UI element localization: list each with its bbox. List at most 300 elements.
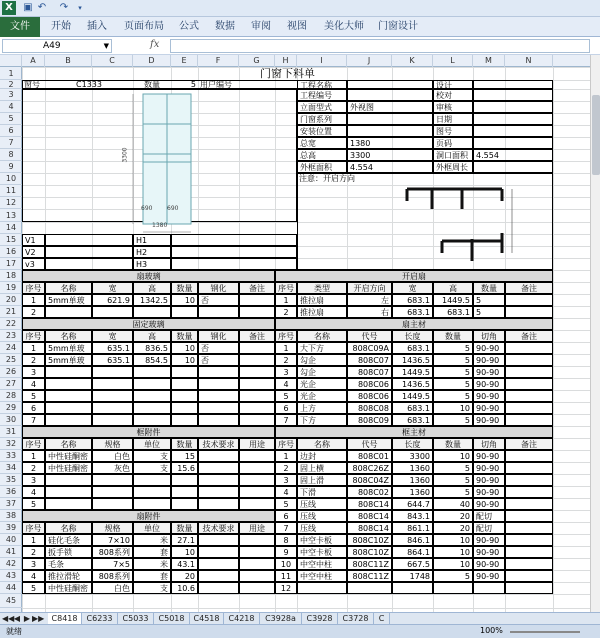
column-header-k[interactable]: K (392, 55, 433, 67)
open-sash-cell[interactable]: 推拉扇 (297, 306, 347, 318)
fixed-glass-cell[interactable] (92, 402, 133, 414)
frame-main-cell[interactable] (505, 450, 553, 462)
fixed-glass-cell[interactable] (171, 390, 198, 402)
row-header-18[interactable]: 18 (0, 270, 22, 282)
frame-main-cell[interactable]: 864.1 (392, 546, 433, 558)
worksheet-grid[interactable] (22, 67, 590, 612)
sash-acc-cell[interactable]: 硅化毛条 (45, 534, 92, 546)
sash-main-cell[interactable]: 上方 (297, 402, 347, 414)
frame-main-cell[interactable]: 808C10Z (347, 546, 392, 558)
frame-acc-cell[interactable] (239, 486, 275, 498)
frame-main-cell[interactable]: 20 (433, 510, 473, 522)
column-header-g[interactable]: G (239, 55, 275, 67)
tab-beautify[interactable]: 美化大师 (324, 21, 364, 32)
sash-glass-cell[interactable]: 10 (171, 294, 198, 306)
frame-acc-cell[interactable] (45, 498, 92, 510)
frame-main-cell[interactable]: 861.1 (392, 522, 433, 534)
frame-main-cell[interactable]: 808C14 (347, 498, 392, 510)
fixed-glass-cell[interactable]: 10 (171, 342, 198, 354)
sash-acc-cell[interactable]: 米 (133, 558, 171, 570)
frame-acc-cell[interactable] (92, 498, 133, 510)
formula-input[interactable] (170, 39, 590, 53)
frame-main-cell[interactable] (473, 582, 505, 594)
sash-acc-cell[interactable]: 毛条 (45, 558, 92, 570)
sash-main-cell[interactable]: 1449.5 (392, 366, 433, 378)
frame-main-cell[interactable]: 808C26Z (347, 462, 392, 474)
sash-main-cell[interactable]: 5 (433, 342, 473, 354)
row-header-33[interactable]: 33 (0, 450, 22, 462)
sash-acc-cell[interactable] (239, 570, 275, 582)
sash-glass-cell[interactable]: 2 (22, 306, 45, 318)
sash-main-cell[interactable] (505, 402, 553, 414)
frame-main-cell[interactable]: 808C11Z (347, 570, 392, 582)
frame-acc-cell[interactable] (92, 486, 133, 498)
row-header-42[interactable]: 42 (0, 558, 22, 570)
sash-acc-cell[interactable]: 套 (133, 546, 171, 558)
frame-main-cell[interactable]: 808C01 (347, 450, 392, 462)
sash-acc-cell[interactable]: 808系列 (92, 546, 133, 558)
fixed-glass-cell[interactable] (171, 366, 198, 378)
frame-main-cell[interactable]: 1360 (392, 462, 433, 474)
sash-main-cell[interactable]: 90-90 (473, 366, 505, 378)
frame-acc-cell[interactable] (239, 450, 275, 462)
frame-acc-cell[interactable] (133, 474, 171, 486)
frame-acc-cell[interactable]: 中性硅酮密 (45, 462, 92, 474)
frame-main-cell[interactable]: 10 (433, 534, 473, 546)
frame-acc-cell[interactable] (239, 498, 275, 510)
excel-icon[interactable]: X (2, 1, 16, 15)
frame-main-cell[interactable] (505, 510, 553, 522)
fixed-glass-cell[interactable]: 10 (171, 354, 198, 366)
frame-acc-cell[interactable] (198, 486, 239, 498)
name-box[interactable] (2, 39, 112, 53)
sheet-tab[interactable]: C5018 (154, 613, 190, 625)
zoom-slider[interactable] (510, 631, 580, 633)
sash-acc-cell[interactable]: 套 (133, 570, 171, 582)
frame-main-cell[interactable]: 808C14 (347, 522, 392, 534)
open-sash-cell[interactable]: 2 (275, 306, 297, 318)
sash-main-cell[interactable]: 大下方 (297, 342, 347, 354)
sash-main-cell[interactable]: 6 (275, 402, 297, 414)
row-header-26[interactable]: 26 (0, 366, 22, 378)
frame-main-cell[interactable] (392, 582, 433, 594)
sash-main-cell[interactable]: 下方 (297, 414, 347, 426)
open-sash-cell[interactable]: 1 (275, 294, 297, 306)
redo-icon[interactable]: ↷ (59, 2, 69, 13)
frame-main-cell[interactable]: 6 (275, 510, 297, 522)
frame-main-cell[interactable]: 10 (433, 450, 473, 462)
fixed-glass-cell[interactable]: 5 (22, 390, 45, 402)
sash-main-cell[interactable]: 光企 (297, 378, 347, 390)
sash-main-cell[interactable]: 5 (433, 390, 473, 402)
sheet-nav-icon[interactable]: ▶ (23, 614, 31, 623)
sheet-nav-icon[interactable]: ◀◀ (2, 614, 15, 623)
frame-main-cell[interactable]: 压线 (297, 522, 347, 534)
sash-glass-cell[interactable]: 否 (198, 294, 239, 306)
frame-acc-cell[interactable] (45, 474, 92, 486)
frame-main-cell[interactable]: 5 (275, 498, 297, 510)
frame-main-cell[interactable]: 中空中柱 (297, 558, 347, 570)
sash-main-cell[interactable] (505, 342, 553, 354)
frame-main-cell[interactable]: 808C11Z (347, 558, 392, 570)
open-sash-cell[interactable]: 5 (473, 306, 505, 318)
frame-main-cell[interactable]: 8 (275, 534, 297, 546)
frame-main-cell[interactable] (505, 498, 553, 510)
frame-main-cell[interactable]: 90-90 (473, 558, 505, 570)
frame-main-cell[interactable]: 843.1 (392, 510, 433, 522)
sheet-tab[interactable]: C3928a (260, 613, 302, 625)
fixed-glass-cell[interactable] (133, 378, 171, 390)
sash-acc-cell[interactable]: 5 (22, 582, 45, 594)
sash-glass-cell[interactable] (239, 306, 275, 318)
name-box-dropdown-icon[interactable]: ▼ (103, 42, 109, 50)
fixed-glass-cell[interactable]: 1 (22, 342, 45, 354)
frame-acc-cell[interactable]: 2 (22, 462, 45, 474)
sash-main-cell[interactable] (505, 366, 553, 378)
tab-insert[interactable]: 插入 (87, 21, 107, 32)
frame-main-cell[interactable]: 配切 (473, 522, 505, 534)
sash-acc-cell[interactable] (239, 582, 275, 594)
frame-main-cell[interactable]: 90-90 (473, 498, 505, 510)
fixed-glass-cell[interactable] (133, 390, 171, 402)
sash-main-cell[interactable]: 683.1 (392, 342, 433, 354)
sash-acc-cell[interactable]: 808系列 (92, 570, 133, 582)
frame-main-cell[interactable]: 20 (433, 522, 473, 534)
sheet-tab[interactable]: C4518 (190, 613, 224, 625)
sash-main-cell[interactable]: 5 (433, 354, 473, 366)
sash-glass-cell[interactable] (133, 306, 171, 318)
frame-main-cell[interactable]: 644.7 (392, 498, 433, 510)
sash-glass-cell[interactable]: 1 (22, 294, 45, 306)
sash-main-cell[interactable]: 808C09A (347, 342, 392, 354)
column-header-i[interactable]: I (297, 55, 347, 67)
sash-main-cell[interactable]: 1 (275, 342, 297, 354)
fixed-glass-cell[interactable] (239, 342, 275, 354)
row-header-44[interactable]: 44 (0, 582, 22, 594)
frame-acc-cell[interactable]: 中性硅酮密 (45, 450, 92, 462)
column-header-b[interactable]: B (45, 55, 92, 67)
sash-glass-cell[interactable] (239, 294, 275, 306)
fixed-glass-cell[interactable] (171, 378, 198, 390)
tab-file[interactable]: 文件 (0, 17, 40, 37)
fixed-glass-cell[interactable] (133, 402, 171, 414)
row-header-13[interactable]: 13 (0, 209, 22, 222)
sash-acc-cell[interactable]: 43.1 (171, 558, 198, 570)
frame-main-cell[interactable]: 1 (275, 450, 297, 462)
sash-main-cell[interactable] (505, 414, 553, 426)
sash-main-cell[interactable]: 5 (433, 414, 473, 426)
fixed-glass-cell[interactable]: 635.1 (92, 342, 133, 354)
row-header-16[interactable]: 16 (0, 246, 22, 258)
frame-main-cell[interactable]: 下滑 (297, 486, 347, 498)
fixed-glass-cell[interactable] (92, 390, 133, 402)
fixed-glass-cell[interactable] (239, 378, 275, 390)
undo-icon[interactable]: ↶ (37, 2, 47, 13)
open-sash-cell[interactable]: 5 (473, 294, 505, 306)
row-header-9[interactable]: 9 (0, 161, 22, 173)
fixed-glass-cell[interactable]: 否 (198, 342, 239, 354)
row-header-10[interactable]: 10 (0, 173, 22, 185)
frame-main-cell[interactable] (505, 582, 553, 594)
frame-acc-cell[interactable]: 白色 (92, 450, 133, 462)
sheet-nav-icon[interactable]: ▶▶ (32, 614, 45, 623)
column-header-a[interactable]: A (22, 55, 45, 67)
sash-main-cell[interactable]: 5 (433, 366, 473, 378)
sash-main-cell[interactable]: 10 (433, 402, 473, 414)
qat-dropdown-icon[interactable]: ▾ (78, 4, 82, 12)
frame-main-cell[interactable]: 90-90 (473, 534, 505, 546)
row-header-43[interactable]: 43 (0, 570, 22, 582)
fixed-glass-cell[interactable] (171, 402, 198, 414)
column-header-n[interactable]: N (505, 55, 553, 67)
frame-main-cell[interactable]: 667.5 (392, 558, 433, 570)
fixed-glass-cell[interactable] (45, 414, 92, 426)
frame-main-cell[interactable]: 5 (433, 486, 473, 498)
frame-main-cell[interactable] (505, 570, 553, 582)
sash-main-cell[interactable]: 90-90 (473, 402, 505, 414)
row-header-11[interactable]: 11 (0, 185, 22, 197)
row-header-5[interactable]: 5 (0, 113, 22, 125)
sash-glass-cell[interactable]: 621.9 (92, 294, 133, 306)
row-header-21[interactable]: 21 (0, 306, 22, 318)
row-header-36[interactable]: 36 (0, 486, 22, 498)
fixed-glass-cell[interactable] (239, 390, 275, 402)
row-header-41[interactable]: 41 (0, 546, 22, 558)
fixed-glass-cell[interactable] (198, 366, 239, 378)
sash-main-cell[interactable]: 2 (275, 354, 297, 366)
frame-main-cell[interactable]: 中空卡板 (297, 534, 347, 546)
frame-main-cell[interactable]: 中空卡板 (297, 546, 347, 558)
open-sash-cell[interactable] (505, 294, 553, 306)
fixed-glass-cell[interactable] (239, 354, 275, 366)
sash-main-cell[interactable]: 808C07 (347, 366, 392, 378)
sheet-tab[interactable]: C4218 (224, 613, 260, 625)
frame-main-cell[interactable]: 10 (433, 558, 473, 570)
sash-glass-cell[interactable] (171, 306, 198, 318)
sash-main-cell[interactable]: 3 (275, 366, 297, 378)
frame-main-cell[interactable]: 90-90 (473, 570, 505, 582)
row-header-25[interactable]: 25 (0, 354, 22, 366)
sash-acc-cell[interactable]: 中性硅酮密 (45, 582, 92, 594)
row-header-6[interactable]: 6 (0, 125, 22, 137)
open-sash-cell[interactable] (505, 306, 553, 318)
frame-main-cell[interactable]: 5 (433, 462, 473, 474)
row-header-3[interactable]: 3 (0, 89, 22, 101)
sash-acc-cell[interactable]: 米 (133, 534, 171, 546)
tab-view[interactable]: 视图 (287, 21, 307, 32)
row-header-39[interactable]: 39 (0, 522, 22, 534)
frame-acc-cell[interactable]: 3 (22, 474, 45, 486)
sash-main-cell[interactable]: 1436.5 (392, 354, 433, 366)
row-header-2[interactable]: 2 (0, 80, 22, 89)
frame-main-cell[interactable]: 2 (275, 462, 297, 474)
column-header-f[interactable]: F (198, 55, 239, 67)
frame-main-cell[interactable] (505, 474, 553, 486)
frame-main-cell[interactable]: 边封 (297, 450, 347, 462)
fixed-glass-cell[interactable] (171, 414, 198, 426)
row-header-15[interactable]: 15 (0, 234, 22, 246)
frame-main-cell[interactable]: 1360 (392, 474, 433, 486)
sash-main-cell[interactable]: 90-90 (473, 414, 505, 426)
sash-acc-cell[interactable]: 推拉滑轮 (45, 570, 92, 582)
row-header-40[interactable]: 40 (0, 534, 22, 546)
frame-acc-cell[interactable] (198, 498, 239, 510)
frame-main-cell[interactable]: 9 (275, 546, 297, 558)
open-sash-cell[interactable]: 683.1 (392, 294, 433, 306)
row-header-35[interactable]: 35 (0, 474, 22, 486)
sash-main-cell[interactable] (505, 378, 553, 390)
frame-acc-cell[interactable] (133, 486, 171, 498)
frame-acc-cell[interactable]: 1 (22, 450, 45, 462)
sash-acc-cell[interactable]: 10 (171, 546, 198, 558)
fixed-glass-cell[interactable]: 6 (22, 402, 45, 414)
frame-acc-cell[interactable]: 灰色 (92, 462, 133, 474)
sash-main-cell[interactable]: 光企 (297, 390, 347, 402)
frame-acc-cell[interactable] (45, 486, 92, 498)
sash-acc-cell[interactable] (239, 534, 275, 546)
sash-main-cell[interactable]: 5 (433, 378, 473, 390)
sash-main-cell[interactable]: 683.1 (392, 414, 433, 426)
frame-main-cell[interactable]: 808C14 (347, 510, 392, 522)
frame-main-cell[interactable]: 90-90 (473, 546, 505, 558)
fixed-glass-cell[interactable] (198, 390, 239, 402)
row-header-4[interactable]: 4 (0, 101, 22, 113)
frame-main-cell[interactable]: 10 (433, 546, 473, 558)
sash-main-cell[interactable]: 683.1 (392, 402, 433, 414)
sheet-tab[interactable]: C6233 (82, 613, 118, 625)
fixed-glass-cell[interactable] (45, 402, 92, 414)
fx-icon[interactable]: fx (150, 39, 160, 50)
scroll-thumb[interactable] (592, 95, 600, 175)
fixed-glass-cell[interactable]: 854.5 (133, 354, 171, 366)
sheet-nav-icon[interactable]: ◀ (13, 614, 21, 623)
row-header-17[interactable]: 17 (0, 258, 22, 270)
row-header-37[interactable]: 37 (0, 498, 22, 510)
frame-main-cell[interactable]: 压线 (297, 498, 347, 510)
frame-main-cell[interactable]: 5 (433, 570, 473, 582)
sash-acc-cell[interactable]: 白色 (92, 582, 133, 594)
sash-glass-cell[interactable]: 1342.5 (133, 294, 171, 306)
select-all-corner[interactable] (0, 55, 22, 67)
sheet-tab[interactable]: C8418 (48, 613, 82, 625)
frame-main-cell[interactable] (505, 534, 553, 546)
sash-acc-cell[interactable]: 扳手锁 (45, 546, 92, 558)
column-header-j[interactable]: J (347, 55, 392, 67)
row-header-22[interactable]: 22 (0, 318, 22, 330)
tab-review[interactable]: 审阅 (251, 21, 271, 32)
fixed-glass-cell[interactable]: 635.1 (92, 354, 133, 366)
frame-main-cell[interactable]: 1748 (392, 570, 433, 582)
frame-main-cell[interactable]: 808C10Z (347, 534, 392, 546)
fixed-glass-cell[interactable] (133, 366, 171, 378)
row-header-34[interactable]: 34 (0, 462, 22, 474)
sash-acc-cell[interactable]: 支 (133, 582, 171, 594)
sash-main-cell[interactable] (505, 390, 553, 402)
sash-glass-cell[interactable] (198, 306, 239, 318)
fixed-glass-cell[interactable] (133, 414, 171, 426)
frame-main-cell[interactable] (505, 522, 553, 534)
fixed-glass-cell[interactable] (45, 378, 92, 390)
sash-main-cell[interactable]: 1449.5 (392, 390, 433, 402)
tab-door-window-design[interactable]: 门窗设计 (378, 21, 418, 32)
frame-main-cell[interactable] (505, 462, 553, 474)
sash-acc-cell[interactable] (239, 558, 275, 570)
frame-acc-cell[interactable]: 15 (171, 450, 198, 462)
row-header-19[interactable]: 19 (0, 282, 22, 294)
frame-main-cell[interactable]: 12 (275, 582, 297, 594)
sash-acc-cell[interactable] (198, 570, 239, 582)
frame-acc-cell[interactable] (198, 450, 239, 462)
sash-acc-cell[interactable] (198, 546, 239, 558)
tab-data[interactable]: 数据 (215, 21, 235, 32)
sash-main-cell[interactable]: 808C09 (347, 414, 392, 426)
sash-acc-cell[interactable]: 7×10 (92, 534, 133, 546)
sash-acc-cell[interactable]: 1 (22, 534, 45, 546)
frame-main-cell[interactable]: 固上横 (297, 462, 347, 474)
row-header-32[interactable]: 32 (0, 438, 22, 450)
sash-main-cell[interactable]: 90-90 (473, 378, 505, 390)
sash-glass-cell[interactable] (92, 306, 133, 318)
column-header-c[interactable]: C (92, 55, 133, 67)
sash-main-cell[interactable] (505, 354, 553, 366)
frame-acc-cell[interactable]: 4 (22, 486, 45, 498)
row-header-29[interactable]: 29 (0, 402, 22, 414)
row-header-14[interactable]: 14 (0, 222, 22, 234)
fixed-glass-cell[interactable]: 7 (22, 414, 45, 426)
sash-main-cell[interactable]: 808C08 (347, 402, 392, 414)
frame-main-cell[interactable]: 中空中柱 (297, 570, 347, 582)
frame-main-cell[interactable]: 808C04Z (347, 474, 392, 486)
frame-main-cell[interactable]: 90-90 (473, 450, 505, 462)
sash-main-cell[interactable]: 90-90 (473, 342, 505, 354)
frame-main-cell[interactable]: 3 (275, 474, 297, 486)
sash-acc-cell[interactable] (239, 546, 275, 558)
sash-main-cell[interactable]: 4 (275, 378, 297, 390)
fixed-glass-cell[interactable] (239, 402, 275, 414)
row-header-20[interactable]: 20 (0, 294, 22, 306)
frame-main-cell[interactable]: 压线 (297, 510, 347, 522)
sash-acc-cell[interactable]: 27.1 (171, 534, 198, 546)
sash-main-cell[interactable]: 90-90 (473, 390, 505, 402)
sash-acc-cell[interactable]: 7×5 (92, 558, 133, 570)
fixed-glass-cell[interactable]: 836.5 (133, 342, 171, 354)
sash-main-cell[interactable]: 勾企 (297, 354, 347, 366)
sash-main-cell[interactable]: 1436.5 (392, 378, 433, 390)
sheet-tab[interactable]: C3728 (338, 613, 374, 625)
frame-main-cell[interactable]: 配切 (473, 510, 505, 522)
sheet-tab[interactable]: C (374, 613, 390, 625)
open-sash-cell[interactable]: 右 (347, 306, 392, 318)
frame-main-cell[interactable]: 5 (433, 474, 473, 486)
frame-main-cell[interactable] (505, 486, 553, 498)
sash-acc-cell[interactable]: 20 (171, 570, 198, 582)
frame-main-cell[interactable]: 11 (275, 570, 297, 582)
frame-main-cell[interactable] (505, 558, 553, 570)
frame-acc-cell[interactable] (239, 462, 275, 474)
row-header-1[interactable]: 1 (0, 67, 22, 80)
frame-main-cell[interactable]: 10 (275, 558, 297, 570)
frame-main-cell[interactable] (347, 582, 392, 594)
tab-formulas[interactable]: 公式 (179, 21, 199, 32)
vertical-scrollbar[interactable] (590, 55, 600, 612)
save-icon[interactable]: ▣ (23, 2, 33, 13)
row-header-38[interactable]: 38 (0, 510, 22, 522)
fixed-glass-cell[interactable]: 否 (198, 354, 239, 366)
fixed-glass-cell[interactable] (45, 366, 92, 378)
sash-main-cell[interactable]: 90-90 (473, 354, 505, 366)
frame-main-cell[interactable]: 4 (275, 486, 297, 498)
sash-main-cell[interactable]: 5 (275, 390, 297, 402)
